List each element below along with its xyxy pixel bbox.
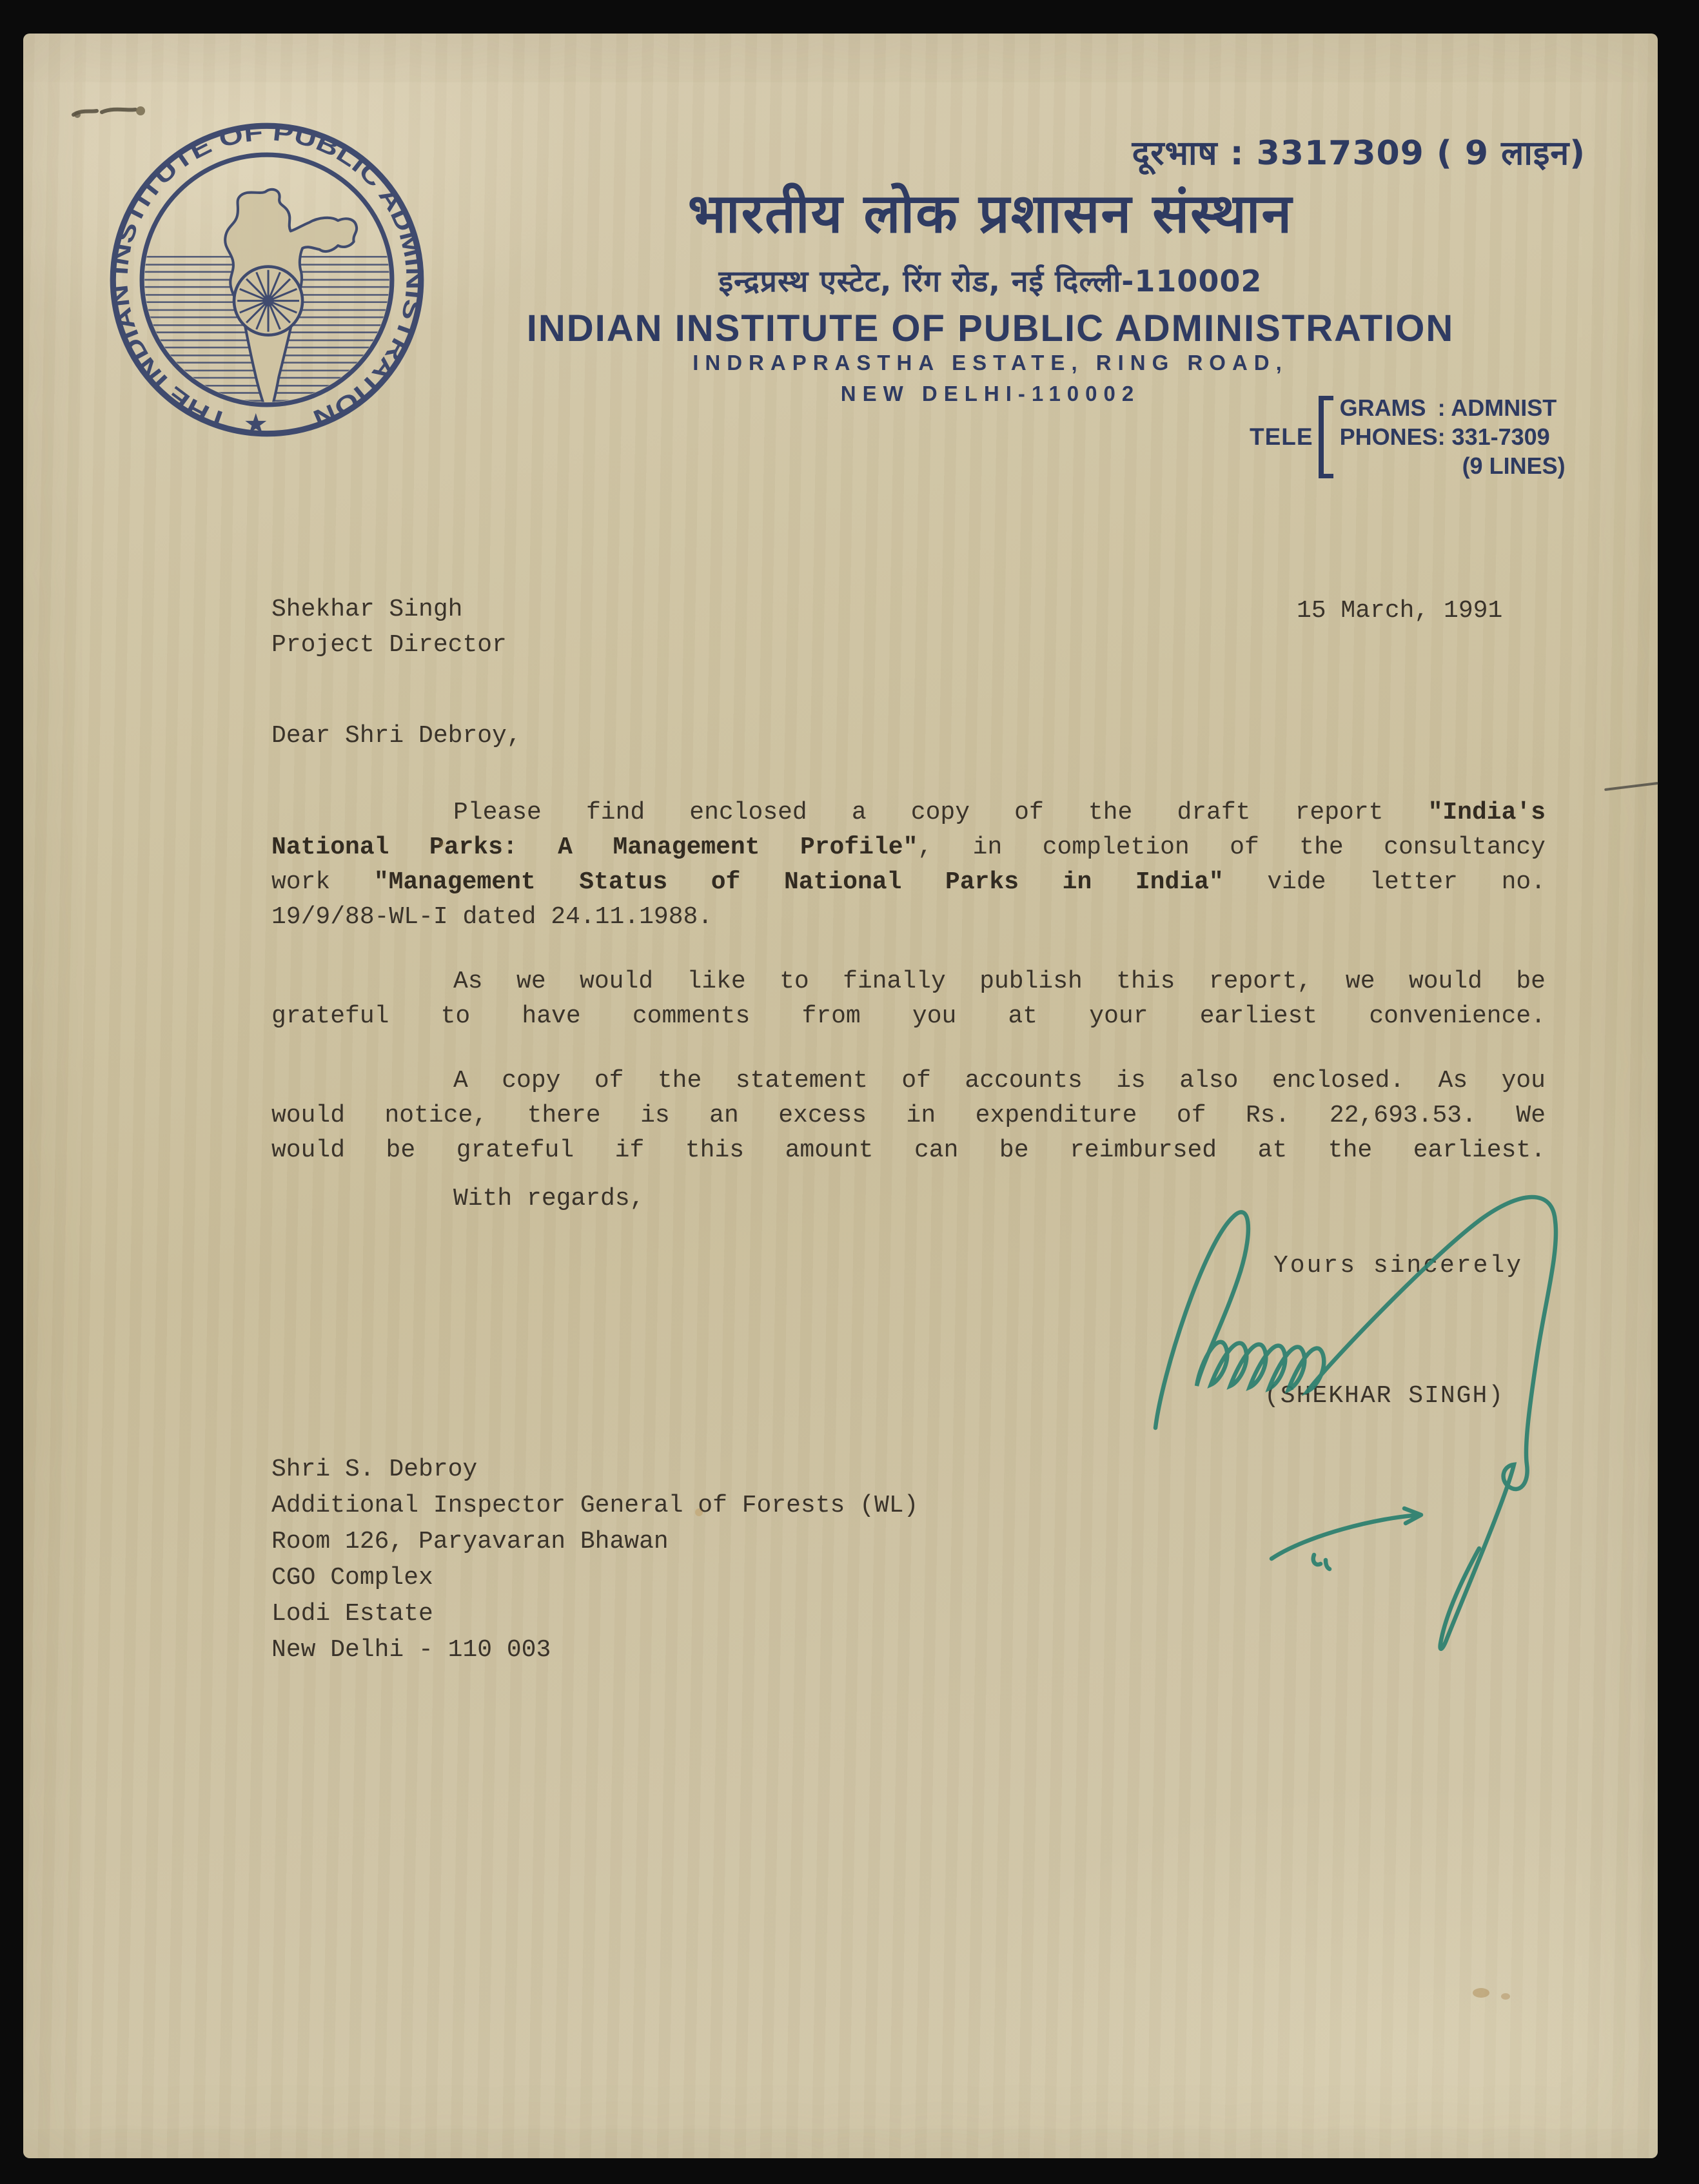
- ashoka-chakra-icon: [234, 267, 302, 335]
- crease-mark: [1604, 782, 1658, 791]
- salutation: Dear Shri Debroy,: [271, 722, 522, 750]
- header-city-english: NEW DELHI-110002: [840, 382, 1141, 405]
- text-segment: , in completion of the consultancy: [918, 834, 1546, 861]
- staple-mark: [68, 95, 178, 124]
- letter-line: [271, 1064, 1546, 1098]
- recipient-line: New Delhi - 110 003: [271, 1636, 551, 1664]
- tele-bracket-icon: [1319, 396, 1333, 478]
- text-segment: As we would like to finally publish this report, we would be: [453, 968, 1546, 995]
- letter-line: [271, 865, 1546, 900]
- bold-text-segment: "India's: [1428, 799, 1546, 826]
- telegrams-phones-block: [1250, 393, 1566, 480]
- signatory-name: (SHEKHAR SINGH): [1264, 1382, 1505, 1410]
- header-address-english: INDRAPRASTHA ESTATE, RING ROAD,: [692, 351, 1288, 375]
- stain: [695, 1508, 703, 1516]
- tele-row-grams: [1340, 393, 1566, 422]
- sign-off: Yours sincerely: [1273, 1252, 1524, 1280]
- text-segment: would notice, there is an excess in expenditure of Rs. 22,693.53. We: [271, 1102, 1546, 1129]
- sender-name: Shekhar Singh: [271, 596, 463, 623]
- letter-date: 15 March, 1991: [1297, 597, 1503, 625]
- tele-grams-value: : ADMNIST: [1437, 395, 1557, 421]
- paragraph: [271, 795, 1546, 935]
- tele-prefix: TELE: [1250, 423, 1313, 450]
- signature-flourish: [1272, 1508, 1421, 1559]
- text-segment: grateful to have comments from you at your earliest convenience.: [271, 1002, 1546, 1030]
- recipient-line: CGO Complex: [271, 1564, 433, 1592]
- letter-line: [271, 999, 1546, 1034]
- text-segment: Please find enclosed a copy of the draft report: [453, 799, 1428, 826]
- letter-line: [271, 1098, 1546, 1133]
- letter-line: [271, 964, 1546, 999]
- institute-seal: [106, 119, 428, 441]
- sender-block: [271, 592, 507, 663]
- recipient-line: Room 126, Paryavaran Bhawan: [271, 1528, 669, 1555]
- recipient-block: [271, 1452, 918, 1668]
- tele-phones-label: PHONES: [1339, 424, 1438, 450]
- letter-body: [271, 795, 1546, 1198]
- seal-ring-text: THE INDIAN INSTITUTE OF PUBLIC ADMINISTRATION: [106, 119, 428, 435]
- closing: With regards,: [453, 1185, 645, 1213]
- text-segment: 19/9/88-WL-I dated 24.11.1988.: [271, 903, 713, 931]
- signature-tick-mark: [1313, 1555, 1330, 1569]
- header-phone-hindi: दूरभाष : 3317309 ( 9 लाइन): [1132, 134, 1586, 173]
- letter-line: [271, 830, 1546, 865]
- stain: [1473, 1988, 1489, 1998]
- header-address-hindi: इन्द्रप्रस्थ एस्टेट, रिंग रोड, नई दिल्ली-110002: [718, 264, 1262, 298]
- tele-grams-label: GRAMS: [1339, 395, 1426, 421]
- text-segment: A copy of the statement of accounts is also enclosed. As you: [453, 1067, 1546, 1095]
- bold-text-segment: "Management Status of National Parks in India": [373, 868, 1224, 896]
- recipient-line: Additional Inspector General of Forests (WL): [271, 1492, 919, 1519]
- recipient-line: Lodi Estate: [271, 1600, 433, 1628]
- paragraph: [271, 964, 1546, 1034]
- letter-paper: [23, 34, 1658, 2158]
- stain: [438, 841, 445, 847]
- letter-line: [271, 795, 1546, 830]
- seal-star-icon: ★: [243, 408, 268, 440]
- text-segment: vide letter no.: [1223, 868, 1546, 896]
- tele-row-phones: [1340, 422, 1566, 451]
- text-segment: would be grateful if this amount can be reimbursed at the earliest.: [271, 1136, 1546, 1164]
- stain: [1501, 1993, 1510, 2000]
- header-title-hindi: भारतीय लोक प्रशासन संस्थान: [687, 182, 1293, 245]
- sender-title: Project Director: [271, 631, 507, 659]
- tele-phones-value: : 331-7309: [1437, 424, 1550, 450]
- handwritten-signature: [1094, 1162, 1699, 1729]
- bold-text-segment: National Parks: A Management Profile": [271, 834, 918, 861]
- tele-lines-note: (9 LINES): [1462, 453, 1566, 479]
- recipient-line: Shri S. Debroy: [271, 1456, 478, 1483]
- signature-main-stroke: [1155, 1197, 1556, 1649]
- letter-line: [271, 900, 1546, 935]
- header-title-english: INDIAN INSTITUTE OF PUBLIC ADMINISTRATION: [526, 307, 1455, 349]
- paragraph: [271, 1064, 1546, 1168]
- text-segment: work: [271, 868, 374, 896]
